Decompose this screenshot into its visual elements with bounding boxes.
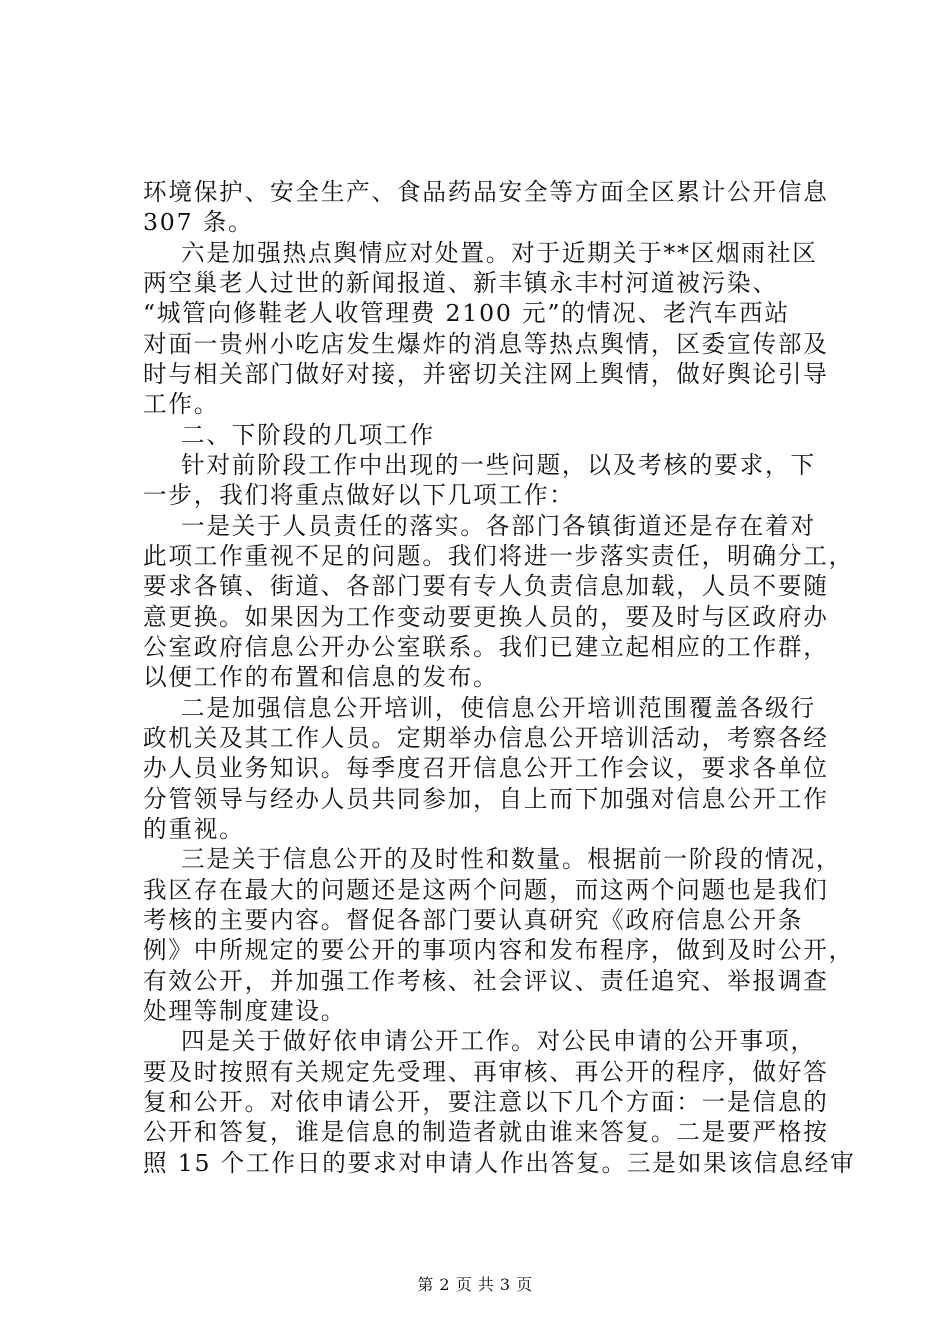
text-line: 我区存在最大的问题还是这两个问题，而这两个问题也是我们 <box>143 876 829 904</box>
text-line: 307 条。 <box>143 208 254 236</box>
text-line: 公开和答复，谁是信息的制造者就由谁来答复。二是要严格按 <box>143 1118 829 1146</box>
text-line: 照 15 个工作日的要求对申请人作出答复。三是如果该信息经审 <box>143 1149 856 1177</box>
text-line: 以便工作的布置和信息的发布。 <box>143 663 499 691</box>
text-line: 二是加强信息公开培训，使信息公开培训范围覆盖各级行 <box>181 694 816 722</box>
text-line: 四是关于做好依申请公开工作。对公民申请的公开事项， <box>181 1027 816 1055</box>
text-line: 环境保护、安全生产、食品药品安全等方面全区累计公开信息 <box>143 178 829 206</box>
text-line: 针对前阶段工作中出现的一些问题，以及考核的要求，下 <box>181 451 816 479</box>
text-line: 六是加强热点舆情应对处置。对于近期关于**区烟雨社区 <box>181 239 818 267</box>
page-number: 第 2 页 共 3 页 <box>417 1275 533 1294</box>
text-line: 工作。 <box>143 390 220 418</box>
text-line: 政机关及其工作人员。定期举办信息公开培训活动，考察各经 <box>143 724 829 752</box>
text-line: 例》中所规定的要公开的事项内容和发布程序，做到及时公开， <box>143 936 855 964</box>
text-line: 一是关于人员责任的落实。各部门各镇街道还是存在着对 <box>181 512 816 540</box>
text-line: 公室政府信息公开办公室联系。我们已建立起相应的工作群， <box>143 633 829 661</box>
text-line: 办人员业务知识。每季度召开信息公开工作会议，要求各单位 <box>143 754 829 782</box>
text-line: 复和公开。对依申请公开，要注意以下几个方面：一是信息的 <box>143 1088 829 1116</box>
text-line: 时与相关部门做好对接，并密切关注网上舆情，做好舆论引导 <box>143 360 829 388</box>
text-line: 三是关于信息公开的及时性和数量。根据前一阶段的情况， <box>181 845 842 873</box>
text-line: 考核的主要内容。督促各部门要认真研究《政府信息公开条 <box>143 906 804 934</box>
section-heading: 二、下阶段的几项工作 <box>181 421 435 449</box>
text-line: 的重视。 <box>143 815 245 843</box>
text-line: 两空巢老人过世的新闻报道、新丰镇永丰村河道被污染、 <box>143 269 778 297</box>
text-line: 一步，我们将重点做好以下几项工作： <box>143 481 575 509</box>
text-line: 要及时按照有关规定先受理、再审核、再公开的程序，做好答 <box>143 1058 829 1086</box>
text-line: 有效公开，并加强工作考核、社会评议、责任追究、举报调查 <box>143 967 829 995</box>
text-line: 此项工作重视不足的问题。我们将进一步落实责任，明确分工， <box>143 542 855 570</box>
text-line: “城管向修鞋老人收管理费 2100 元”的情况、老汽车西站 <box>143 299 790 327</box>
text-line: 意更换。如果因为工作变动要更换人员的，要及时与区政府办 <box>143 603 829 631</box>
text-line: 处理等制度建设。 <box>143 997 347 1025</box>
text-line: 分管领导与经办人员共同参加，自上而下加强对信息公开工作 <box>143 785 829 813</box>
text-line: 要求各镇、街道、各部门要有专人负责信息加载，人员不要随 <box>143 572 829 600</box>
text-line: 对面一贵州小吃店发生爆炸的消息等热点舆情，区委宣传部及 <box>143 330 829 358</box>
